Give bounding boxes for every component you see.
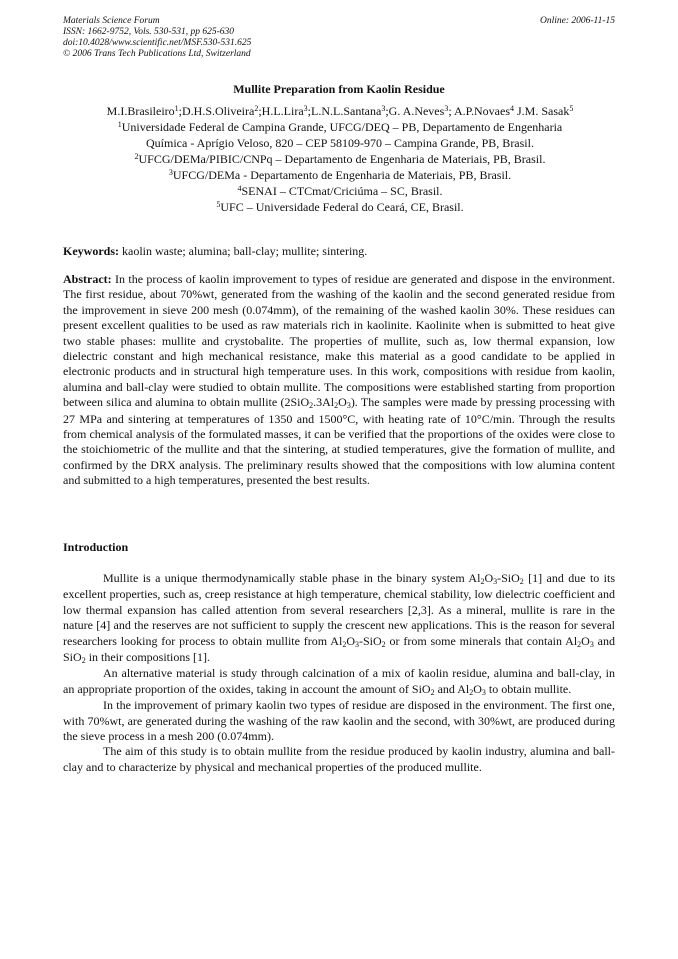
- subscript: 3: [589, 639, 594, 649]
- subscript: 2: [480, 577, 485, 586]
- subscript: 2: [469, 687, 474, 697]
- body-text: An alternative material is study through calcination of a mix of kaolin residue, alumina and ball-clay, in an appropriate proportion of the oxides, taking in account the amount of SiO: [63, 666, 615, 696]
- introduction-body: [63, 571, 615, 775]
- body-text: O: [473, 681, 482, 696]
- affiliation-mark: 3: [303, 104, 308, 113]
- abstract-label: Abstract:: [63, 272, 112, 286]
- affiliation-5: [50, 199, 630, 215]
- affiliation-text: SENAI – CTCmat/Criciúma – SC, Brasil.: [241, 184, 443, 198]
- subscript: 2: [519, 577, 524, 586]
- body-text: and SiO: [63, 633, 615, 665]
- publication-header: [63, 16, 615, 60]
- author-name: ;D.H.S.Oliveira: [178, 104, 255, 118]
- body-text: to obtain mullite.: [485, 681, 572, 696]
- subscript: 3: [493, 577, 498, 586]
- subscript: 3: [481, 687, 486, 697]
- doi-line: doi:10.4028/www.scientific.net/MSF.530-531.625: [63, 38, 252, 48]
- copyright-line: © 2006 Trans Tech Publications Ltd, Switzerland: [63, 49, 251, 59]
- abstract-text: O: [338, 395, 347, 410]
- author-name: ;L.N.L.Santana: [307, 104, 382, 118]
- affiliation-3: [50, 167, 630, 183]
- body-text: Mullite is a unique thermodynamically stable phase in the binary system Al: [103, 571, 481, 585]
- affiliation-text: UFCG/DEMa - Departamento de Engenharia de Materiais, PB, Brasil.: [172, 168, 512, 182]
- intro-paragraph-2: [63, 666, 615, 698]
- subscript: 2: [81, 656, 86, 666]
- body-text: and Al: [434, 681, 470, 696]
- author-name: ;H.L.Lira: [258, 104, 304, 118]
- affiliation-mark: 5: [569, 104, 574, 113]
- abstract-text: .3Al: [313, 395, 335, 410]
- affiliation-mark: 3: [168, 168, 173, 177]
- subscript: 2: [381, 639, 386, 649]
- keywords-label: Keywords:: [63, 244, 119, 258]
- affiliation-mark: 4: [237, 184, 242, 193]
- author-name: ;G. A.Neves: [385, 104, 445, 118]
- subscript: 2: [342, 639, 347, 649]
- affiliation-text: UFC – Universidade Federal do Ceará, CE, Brasil.: [220, 200, 464, 214]
- intro-paragraph-4: The aim of this study is to obtain mullite from the residue produced by kaolin industry, alumina and ball-clay and to characterize by physical and mechanical properties of the produced mullite.: [63, 744, 615, 774]
- keywords-text: kaolin waste; alumina; ball-clay; mullite; sintering.: [119, 244, 368, 258]
- affiliation-mark: 2: [134, 152, 139, 161]
- author-name: J.M. Sasak: [513, 104, 570, 118]
- body-text: O: [346, 633, 355, 648]
- subscript: 2: [577, 639, 582, 649]
- abstract-text: In the process of kaolin improvement to types of residue are generated and dispose in the environment. The first residue, about 70%wt, generated from the washing of the kaolin and the second generated residue from the improvement in sieve 200 mesh (0.074mm), of the remaining of the washed kaolin 30%. These residues can present excellent qualities to be used as raw materials rich in kaolinite. Kaolinite when is submitted to heat give two stable phases: mullite and crystobalite. The properties of mullite, such as, low thermal expansion, low dielectric constant and high mechanical resistance, make this material as a good candidate to be applied in electronic products and in structural high temperature uses. In this work, compositions with residue from kaolin, alumina and ball-clay were studied to obtain mullite. The compositions were established starting from proportion between silica and alumina to obtain mullite (2SiO: [63, 272, 615, 410]
- subscript: 2: [334, 401, 339, 411]
- intro-paragraph-3: In the improvement of primary kaolin two types of residue are disposed in the environment. The first one, with 70%wt, are generated during the washing of the raw kaolin and the second, with 30%wt, are produced during the sieve process in a mesh 200 (0.074mm).: [63, 698, 615, 744]
- affiliation-mark: 3: [381, 104, 386, 113]
- subscript: 3: [354, 639, 359, 649]
- body-text: [1] and due to its excellent properties, such as, creep resistance at high temperature, chemical stability, low dielectric coefficient and low thermal expansion has called attention from several researchers [2,3]. As a mineral, mullite is rare in the nature [4] and the reserves are not sufficient to supply the crescent new applications. This is the reason for several researchers looking for process to obtain mullite from Al: [63, 571, 615, 648]
- affiliation-1-cont: Química - Aprígio Veloso, 820 – CEP 58109-970 – Campina Grande, PB, Brasil.: [146, 136, 534, 150]
- affiliation-mark: 2: [254, 104, 259, 113]
- body-text: -SiO: [497, 571, 520, 585]
- affiliation-1: [50, 119, 630, 135]
- abstract-text: ). The samples were made by pressing processing with 27 MPa and sintering at temperatures of 1350 and 1500°C, with heating rate of 10°C/min. Through the results from chemical analysis of the formulated masses, it can be verified that the proportions of the oxides were close to the stoichiometric of the mullite and that the sintering, at studied temperatures, give the formation of mullite, and confirmed by the DRX analysis. The preliminary results showed that the compositions with low alumina content and submitted to a high temperatures, presented the best results.: [63, 395, 615, 488]
- subscript: 2: [430, 687, 435, 697]
- author-list: [50, 103, 630, 119]
- body-text: in their compositions [1].: [85, 650, 211, 665]
- subscript: 2: [309, 401, 314, 411]
- affiliation-mark: 4: [509, 104, 514, 113]
- body-text: or from some minerals that contain Al: [385, 633, 578, 648]
- author-name: M.I.Brasileiro: [106, 104, 175, 118]
- affiliation-mark: 1: [174, 104, 179, 113]
- online-date: Online: 2006-11-15: [539, 16, 615, 26]
- affiliation-4: [50, 183, 630, 199]
- affiliation-text: Universidade Federal de Campina Grande, UFCG/DEQ – PB, Departamento de Engenharia: [121, 120, 563, 134]
- abstract-paragraph: [63, 272, 615, 489]
- affiliation-mark: 3: [444, 104, 449, 113]
- keywords-line: [63, 244, 615, 259]
- body-text: O: [581, 633, 590, 648]
- paper-title: Mullite Preparation from Kaolin Residue: [233, 82, 445, 96]
- intro-paragraph-1: [63, 571, 615, 666]
- body-text: O: [484, 571, 494, 585]
- issn-line: ISSN: 1662-9752, Vols. 530-531, pp 625-630: [63, 27, 234, 37]
- body-text: -SiO: [358, 633, 382, 648]
- author-name: ; A.P.Novaes: [448, 104, 510, 118]
- affiliation-text: UFCG/DEMa/PIBIC/CNPq – Departamento de Engenharia de Materiais, PB, Brasil.: [138, 152, 546, 166]
- introduction-heading: Introduction: [63, 540, 129, 554]
- affiliation-2: [50, 151, 630, 167]
- subscript: 3: [346, 401, 351, 411]
- affiliation-mark: 1: [117, 120, 122, 129]
- affiliation-mark: 5: [216, 200, 221, 209]
- journal-name: Materials Science Forum: [63, 16, 160, 26]
- authors-block: [50, 103, 630, 215]
